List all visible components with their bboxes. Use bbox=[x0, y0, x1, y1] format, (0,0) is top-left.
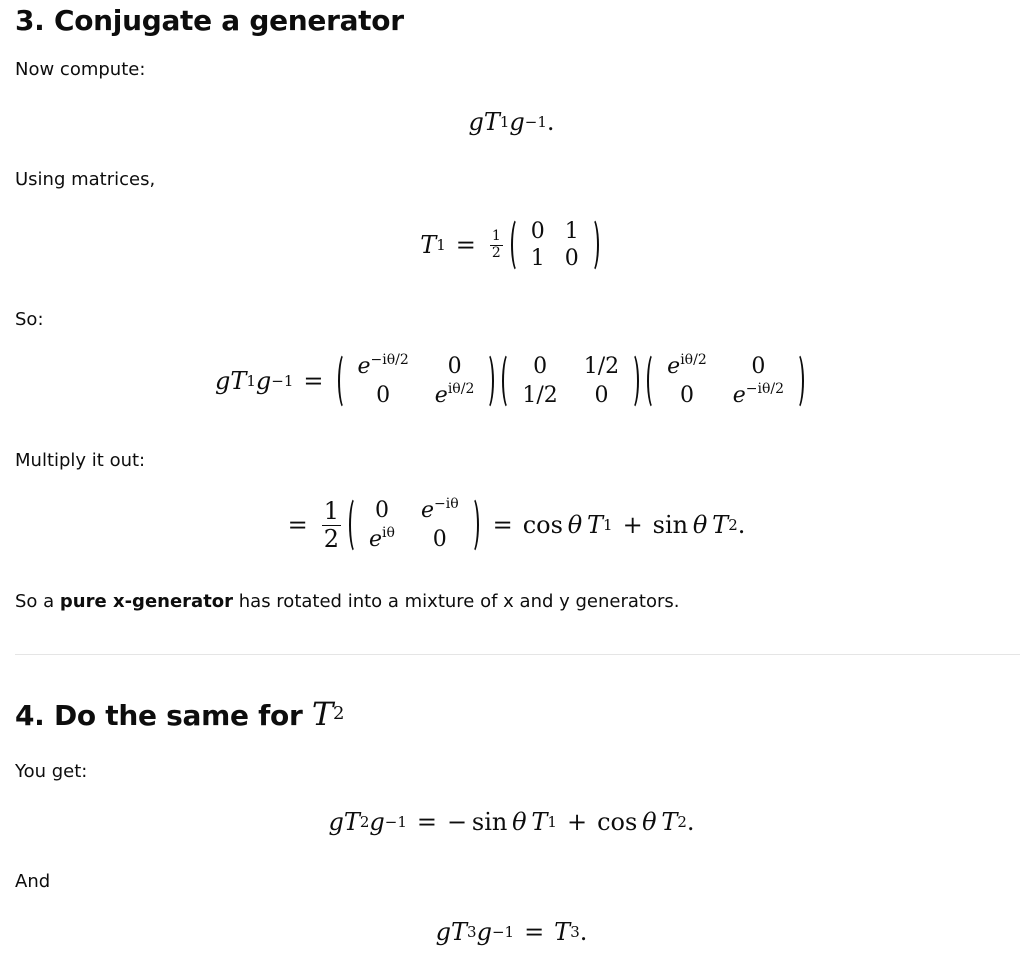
eq5-end: . bbox=[686, 808, 695, 836]
exp-base: e bbox=[369, 527, 383, 552]
left-paren bbox=[502, 352, 516, 410]
eq4-equals-1: = bbox=[287, 511, 308, 539]
eq4-num: 1 bbox=[323, 497, 340, 526]
eq3-m1-b: 0 bbox=[447, 354, 462, 379]
eq3-g2: g bbox=[255, 367, 272, 395]
summary-post: has rotated into a mixture of x and y generators. bbox=[233, 591, 680, 612]
section-3-heading: 3. Conjugate a generator bbox=[15, 4, 404, 37]
eq4-equals-2: = bbox=[492, 511, 513, 539]
exp-sup: iθ/2 bbox=[680, 352, 707, 368]
eq5-g: g bbox=[328, 808, 344, 836]
eq5-theta: θ bbox=[512, 808, 527, 836]
eq5-sin: sin bbox=[471, 808, 508, 836]
paragraph-now-compute: Now compute: bbox=[15, 59, 146, 80]
eq3-m3-b: 0 bbox=[751, 354, 766, 379]
eq3-g: g bbox=[214, 367, 231, 395]
left-paren bbox=[338, 352, 352, 410]
eq2-equals: = bbox=[455, 231, 476, 259]
left-paren bbox=[511, 217, 525, 273]
exp-base: e bbox=[434, 383, 448, 408]
eq5-T: T bbox=[343, 808, 360, 836]
eq4-fraction bbox=[322, 498, 341, 552]
equation-T1-matrix: T 1 = $\frac{1}{2}$ 0 1 1 0 bbox=[0, 217, 1023, 273]
eq1-g: g bbox=[468, 108, 484, 136]
eq6-g: g bbox=[435, 918, 451, 946]
equation-conjugation: g T 1 g −1 . bbox=[468, 108, 555, 136]
paragraph-so: So: bbox=[15, 309, 44, 330]
eq2-den: 2 bbox=[491, 244, 501, 261]
eq4-theta: θ bbox=[567, 511, 583, 539]
eq6-end: . bbox=[579, 918, 588, 946]
eq5-theta2: θ bbox=[642, 808, 657, 836]
paragraph-you-get: You get: bbox=[15, 761, 88, 782]
eq1-T: T bbox=[483, 108, 500, 136]
eq4-theta2: θ bbox=[692, 511, 708, 539]
exp-base: e bbox=[667, 354, 681, 379]
eq4-m-c bbox=[369, 527, 395, 552]
eq4-T1: T bbox=[587, 511, 604, 539]
eq4-m-d: 0 bbox=[432, 527, 447, 552]
equation-matrix-product: g T 1 g −1 = $e^{-i\theta/2}$ 0 0 $e^{i\theta/2}$ 0 1/2 1/2 0 $e^{i\theta/2}$ 0 0 $e^{-i\theta/2}$ bbox=[0, 352, 1023, 410]
right-paren bbox=[465, 496, 479, 554]
right-paren bbox=[790, 352, 804, 410]
eq6-T: T bbox=[451, 918, 468, 946]
eq3-matrix-3 bbox=[647, 352, 804, 410]
right-paren bbox=[625, 352, 639, 410]
eq5-g2: g bbox=[369, 808, 385, 836]
equation-T2-conjugation: g T 2 g −1 = − sin θ T 1 + cos θ T 2 . bbox=[328, 808, 695, 836]
paragraph-summary bbox=[15, 590, 680, 614]
eq2-m11: 0 bbox=[530, 219, 545, 244]
left-paren bbox=[647, 352, 661, 410]
eq3-m3-d bbox=[733, 383, 784, 408]
section-4-heading bbox=[15, 695, 344, 733]
eq1-end: . bbox=[546, 108, 555, 136]
exp-sup: −iθ bbox=[433, 496, 459, 512]
paragraph-and: And bbox=[15, 871, 51, 892]
eq2-m12: 1 bbox=[564, 219, 579, 244]
eq3-m1-d bbox=[435, 383, 475, 408]
eq2-fraction bbox=[490, 229, 503, 261]
summary-bold: pure x-generator bbox=[59, 591, 234, 612]
eq4-m-a: 0 bbox=[374, 498, 389, 523]
eq5-equals: = bbox=[416, 808, 437, 836]
eq4-den: 2 bbox=[323, 524, 340, 553]
exp-sup: iθ/2 bbox=[447, 381, 475, 397]
eq3-m3-a bbox=[667, 354, 707, 379]
eq5-T2: T bbox=[661, 808, 678, 836]
eq3-equals: = bbox=[303, 367, 324, 395]
heading-4-prefix: 4. Do the same for bbox=[15, 699, 312, 732]
paragraph-using-matrices: Using matrices, bbox=[15, 169, 156, 190]
exp-sup: −iθ/2 bbox=[745, 381, 785, 397]
eq6-equals: = bbox=[524, 918, 545, 946]
eq3-m2-a: 0 bbox=[533, 354, 548, 379]
eq2-T: T bbox=[420, 231, 437, 259]
exp-sup: iθ bbox=[382, 525, 395, 541]
eq4-sin: sin bbox=[652, 511, 689, 539]
eq2-m21: 1 bbox=[530, 246, 545, 271]
eq5-cos: cos bbox=[597, 808, 638, 836]
eq4-cos: cos bbox=[522, 511, 563, 539]
right-paren bbox=[585, 217, 599, 273]
exp-sup: −iθ/2 bbox=[370, 352, 409, 368]
eq3-matrix-1 bbox=[338, 352, 495, 410]
heading-4-math: T 2 bbox=[311, 695, 345, 733]
eq3-m2-c: 1/2 bbox=[522, 383, 558, 408]
section-divider bbox=[15, 654, 1020, 655]
equation-result: = $\frac{1}{2}$ 0 $e^{-i\theta}$ $e^{i\theta}$ 0 = cos θ T 1 + sin θ T 2 . bbox=[287, 496, 746, 553]
eq5-minus: − bbox=[447, 808, 468, 836]
eq5-T1: T bbox=[531, 808, 548, 836]
paragraph-multiply-out: Multiply it out: bbox=[15, 450, 146, 471]
left-paren bbox=[349, 496, 363, 554]
eq2-num: 1 bbox=[491, 228, 501, 245]
eq6-g2: g bbox=[476, 918, 492, 946]
eq4-plus: + bbox=[622, 511, 643, 539]
eq5-plus: + bbox=[566, 808, 588, 836]
exp-base: e bbox=[357, 354, 371, 379]
eq3-T: T bbox=[230, 367, 247, 395]
exp-base: e bbox=[732, 383, 746, 408]
exp-base: e bbox=[420, 498, 434, 523]
right-paren bbox=[480, 352, 494, 410]
eq3-matrix-2 bbox=[502, 352, 639, 410]
equation-T3-conjugation: g T 3 g −1 = T 3 . bbox=[435, 918, 588, 946]
eq4-end: . bbox=[737, 511, 746, 539]
heading-4-T: T bbox=[311, 695, 333, 733]
eq6-rT: T bbox=[554, 918, 571, 946]
eq3-m2-b: 1/2 bbox=[583, 354, 620, 379]
eq1-g2: g bbox=[509, 108, 525, 136]
summary-pre: So a bbox=[15, 591, 60, 612]
eq4-T2: T bbox=[712, 511, 729, 539]
eq3-m2-d: 0 bbox=[594, 383, 609, 408]
eq2-matrix bbox=[511, 217, 599, 273]
eq4-matrix bbox=[349, 496, 479, 554]
eq2-m22: 0 bbox=[564, 246, 579, 271]
eq4-m-b bbox=[421, 498, 459, 523]
eq3-m1-c: 0 bbox=[376, 383, 391, 408]
eq3-m1-a bbox=[358, 354, 409, 379]
eq3-m3-c: 0 bbox=[679, 383, 694, 408]
